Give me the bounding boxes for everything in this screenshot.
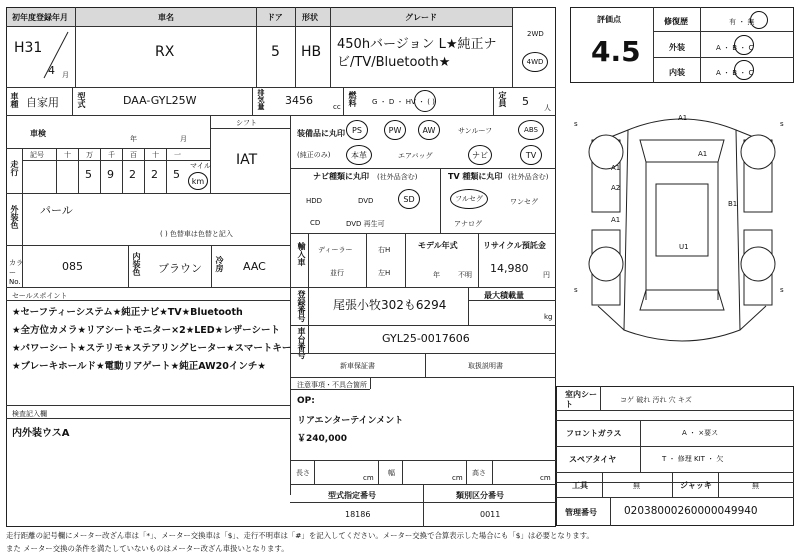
registration-value: 尾張小牧302も6294 bbox=[333, 298, 447, 312]
mileage-head-0: 記号 bbox=[30, 151, 44, 159]
first-reg-label: 初年度登録年月 bbox=[12, 13, 68, 22]
damage-a1-left-rear: A1 bbox=[611, 216, 621, 224]
equip-sunroof: サンルーフ bbox=[458, 127, 493, 135]
mileage-digit-4: 2 bbox=[151, 168, 158, 181]
mileage-head-6: 一 bbox=[174, 151, 181, 159]
score-value: 4.5 bbox=[591, 35, 641, 68]
main-sheet bbox=[6, 7, 556, 527]
sales-line-3: ★パワーシート★ステリモ★ステアリングヒーター★スマートキー bbox=[12, 343, 292, 354]
shift-label: シフト bbox=[236, 119, 257, 127]
spare-items: T ・ 修理 KIT ・ 欠 bbox=[662, 455, 724, 463]
color-no-value: 085 bbox=[62, 260, 83, 273]
registration-label: 登録番号 bbox=[297, 290, 306, 322]
equipment-sub: (純正のみ) bbox=[297, 151, 331, 159]
dim-height: 高さ bbox=[472, 469, 486, 477]
equip-navi: ナビ bbox=[468, 145, 492, 165]
recycle-yen: 円 bbox=[543, 271, 550, 279]
usage-value: 自家用 bbox=[26, 96, 59, 109]
model-value: DAA-GYL25W bbox=[123, 94, 197, 107]
damage-b1-right: B1 bbox=[728, 200, 738, 208]
interior-value: A ・ B ・ C bbox=[716, 69, 754, 77]
exterior-label: 外装 bbox=[669, 43, 685, 52]
grade-text: 450hバージョン L★純正ナビ/TV/Bluetooth★ bbox=[337, 37, 497, 70]
notes-label: 注意事項・不具合箇所 bbox=[297, 381, 367, 389]
color-label: 外装色 bbox=[10, 205, 19, 229]
mileage-label: 走行 bbox=[10, 160, 19, 176]
type-number-value: 18186 bbox=[345, 510, 371, 519]
import-parallel: 並行 bbox=[330, 269, 344, 277]
mile-unit: マイル bbox=[190, 162, 211, 170]
trim-color-label: 内装色 bbox=[132, 252, 141, 276]
first-reg-month: 4 bbox=[48, 64, 55, 77]
tools-label: 工具 bbox=[572, 481, 588, 490]
damage-a1-left-front: A1 bbox=[611, 164, 621, 172]
car-damage-diagram bbox=[568, 100, 796, 370]
grade-label: グレード bbox=[405, 13, 437, 22]
import-label: 輸入車 bbox=[297, 242, 306, 266]
tv-analog: アナログ bbox=[454, 220, 482, 228]
damage-a1-hood: A1 bbox=[698, 150, 708, 158]
model-label: 型式 bbox=[77, 92, 86, 108]
model-year-label: モデル年式 bbox=[418, 241, 458, 250]
notes-line-1: OP: bbox=[297, 396, 315, 406]
seat-items: コゲ 破れ 汚れ 穴 キズ bbox=[620, 396, 692, 404]
mileage-digit-5: 5 bbox=[173, 168, 180, 181]
capacity-label: 定員 bbox=[498, 91, 507, 107]
diagram-s-3: s bbox=[574, 286, 578, 294]
mgmt-value: 02038000260000049940 bbox=[624, 505, 758, 517]
dim-width: 幅 bbox=[388, 469, 395, 477]
jack-value: 無 bbox=[752, 482, 759, 490]
car-name: RX bbox=[155, 44, 175, 60]
dim-width-cm: cm bbox=[452, 474, 463, 482]
inspection-year: 年 bbox=[130, 135, 137, 143]
sales-line-4: ★ブレーキホールド★電動リアゲート★純正AW20インチ★ bbox=[12, 361, 266, 372]
tv-type-sub: (社外品含む) bbox=[508, 173, 549, 181]
equip-abs: ABS bbox=[518, 120, 544, 140]
interior-label: 内装 bbox=[669, 68, 685, 77]
tv-type-label: TV 種類に丸印 bbox=[448, 172, 503, 181]
notes-line-2: リアエンターテインメント bbox=[297, 416, 404, 426]
trim-color-value: ブラウン bbox=[158, 262, 202, 275]
navi-dvd: DVD bbox=[358, 197, 374, 205]
mileage-digit-2: 9 bbox=[107, 168, 114, 181]
navi-cd: CD bbox=[310, 219, 321, 227]
door-label: ドア bbox=[267, 13, 283, 22]
import-right: 右H bbox=[378, 246, 391, 254]
sales-points-label: セールスポイント bbox=[12, 292, 68, 300]
mileage-digit-3: 2 bbox=[129, 168, 136, 181]
equip-aw: AW bbox=[418, 120, 440, 140]
seat-label: 室内シート bbox=[565, 390, 597, 409]
navi-type-sub: (社外品含む) bbox=[377, 173, 418, 181]
spare-label: スペアタイヤ bbox=[569, 455, 617, 464]
color-value: パール bbox=[40, 204, 73, 217]
diagram-s-4: s bbox=[780, 286, 784, 294]
inspection-label: 車検 bbox=[30, 129, 46, 138]
diagram-s-1: s bbox=[574, 120, 578, 128]
navi-type-label: ナビ種類に丸印 bbox=[313, 172, 369, 181]
mileage-head-2: 万 bbox=[86, 151, 93, 159]
repair-label: 修復歴 bbox=[664, 17, 688, 26]
glass-label: フロントガラス bbox=[566, 429, 622, 438]
repair-value: 有 ・ 無 bbox=[729, 18, 755, 26]
inspection-month: 月 bbox=[180, 135, 187, 143]
damage-u1-rear: U1 bbox=[679, 243, 689, 251]
exterior-value: A ・ B ・ C bbox=[716, 44, 754, 52]
jack-label: ジャッキ bbox=[680, 481, 712, 490]
capacity-unit: 人 bbox=[544, 104, 551, 112]
mileage-head-4: 百 bbox=[130, 151, 137, 159]
ac-value: AAC bbox=[243, 260, 266, 273]
navi-sd: SD bbox=[398, 189, 420, 209]
drive-4wd: 4WD bbox=[522, 52, 548, 72]
sales-line-1: ★セーフティーシステム★純正ナビ★TV★Bluetooth bbox=[12, 307, 243, 318]
navi-hdd: HDD bbox=[306, 197, 323, 205]
dim-length-cm: cm bbox=[363, 474, 374, 482]
footer-line-1: 走行距離の記号欄にメーター改ざん車は「*」、メーター交換車は「$」、走行不明車は「#」を記入してください。メーター交換で合算表示した場合にも「$」は必要となります。 bbox=[6, 531, 594, 540]
color-no-label: カラーNo. bbox=[9, 259, 23, 286]
car-name-label: 車名 bbox=[158, 13, 174, 22]
interior-circle bbox=[734, 60, 754, 80]
inspector-label: 検査記入欄 bbox=[12, 410, 47, 418]
navi-dvd-play: DVD 再生可 bbox=[346, 220, 385, 228]
color-note: ( ) 色替車は色替と記入 bbox=[160, 230, 233, 238]
month-unit: 月 bbox=[62, 71, 69, 79]
capacity-value: 5 bbox=[522, 95, 529, 108]
mileage-digit-1: 5 bbox=[85, 168, 92, 181]
shape-label: 形状 bbox=[302, 13, 318, 22]
repair-circle bbox=[750, 11, 768, 29]
door-count: 5 bbox=[271, 44, 280, 60]
tv-fullseg: フルセグ bbox=[450, 189, 488, 209]
max-load-label: 最大積載量 bbox=[484, 291, 524, 300]
dim-length: 長さ bbox=[296, 469, 310, 477]
equip-leather: 本革 bbox=[346, 145, 372, 165]
body-shape: HB bbox=[301, 44, 322, 60]
fuel-options: G ・ D ・ HV ・ ( ) bbox=[372, 98, 435, 106]
km-unit: km bbox=[188, 172, 208, 190]
shift-value: IAT bbox=[236, 152, 258, 168]
dim-height-cm: cm bbox=[540, 474, 551, 482]
recycle-value: 14,980 bbox=[490, 262, 529, 275]
import-left: 左H bbox=[378, 269, 391, 277]
model-year-year: 年 bbox=[433, 271, 440, 279]
footer-line-2: また メーター交換の条件を満たしていないものはメーター改ざん車扱いとなります。 bbox=[6, 544, 289, 553]
damage-a2-left: A2 bbox=[611, 184, 621, 192]
equipment-label: 装備品に丸印 bbox=[297, 129, 345, 138]
import-dealer: ディーラー bbox=[318, 246, 353, 254]
type-number-label: 型式指定番号 bbox=[328, 491, 376, 500]
manual: 取扱説明書 bbox=[468, 362, 503, 370]
model-year-unknown: 不明 bbox=[458, 271, 472, 279]
equip-tv: TV bbox=[520, 145, 542, 165]
sales-line-2: ★全方位カメラ★リアシートモニター×2★LED★レザーシート bbox=[12, 325, 280, 336]
tv-oneseg: ワンセグ bbox=[510, 198, 538, 206]
mileage-head-3: 千 bbox=[108, 151, 115, 159]
drive-2wd: 2WD bbox=[527, 30, 544, 38]
first-reg-era: H31 bbox=[14, 40, 43, 56]
tools-value: 無 bbox=[633, 482, 640, 490]
inspector-value: 内外装ウスA bbox=[12, 428, 70, 439]
glass-items: A ・ ×要ス bbox=[682, 429, 719, 437]
displacement-label: 排気量 bbox=[257, 89, 265, 110]
mileage-head-1: 十 bbox=[64, 151, 71, 159]
notes-line-3: ￥240,000 bbox=[297, 434, 347, 444]
new-warranty: 新車保証書 bbox=[340, 362, 375, 370]
frame-label: 車台番号 bbox=[297, 327, 306, 359]
damage-a1-front: A1 bbox=[678, 114, 688, 122]
equip-pw: PW bbox=[384, 120, 406, 140]
fuel-hv-circle bbox=[414, 90, 436, 112]
displacement-value: 3456 bbox=[285, 94, 313, 107]
fuel-label: 燃料 bbox=[348, 91, 357, 107]
ac-label: 冷房 bbox=[215, 256, 224, 272]
exterior-circle bbox=[734, 35, 754, 55]
diagram-s-2: s bbox=[780, 120, 784, 128]
equip-ps: PS bbox=[346, 120, 368, 140]
mgmt-label: 管理番号 bbox=[565, 508, 597, 517]
class-number-label: 類別区分番号 bbox=[456, 491, 504, 500]
class-number-value: 0011 bbox=[480, 510, 501, 519]
max-load-kg: kg bbox=[544, 313, 553, 321]
cc-unit: cc bbox=[333, 103, 341, 111]
mileage-head-5: 十 bbox=[152, 151, 159, 159]
vehicle-type-label: 車種 bbox=[10, 92, 19, 108]
equip-airbag: エアバッグ bbox=[398, 152, 433, 160]
score-label: 評価点 bbox=[597, 15, 621, 24]
frame-value: GYL25-0017606 bbox=[382, 332, 470, 345]
recycle-label: リサイクル預託金 bbox=[483, 241, 546, 250]
